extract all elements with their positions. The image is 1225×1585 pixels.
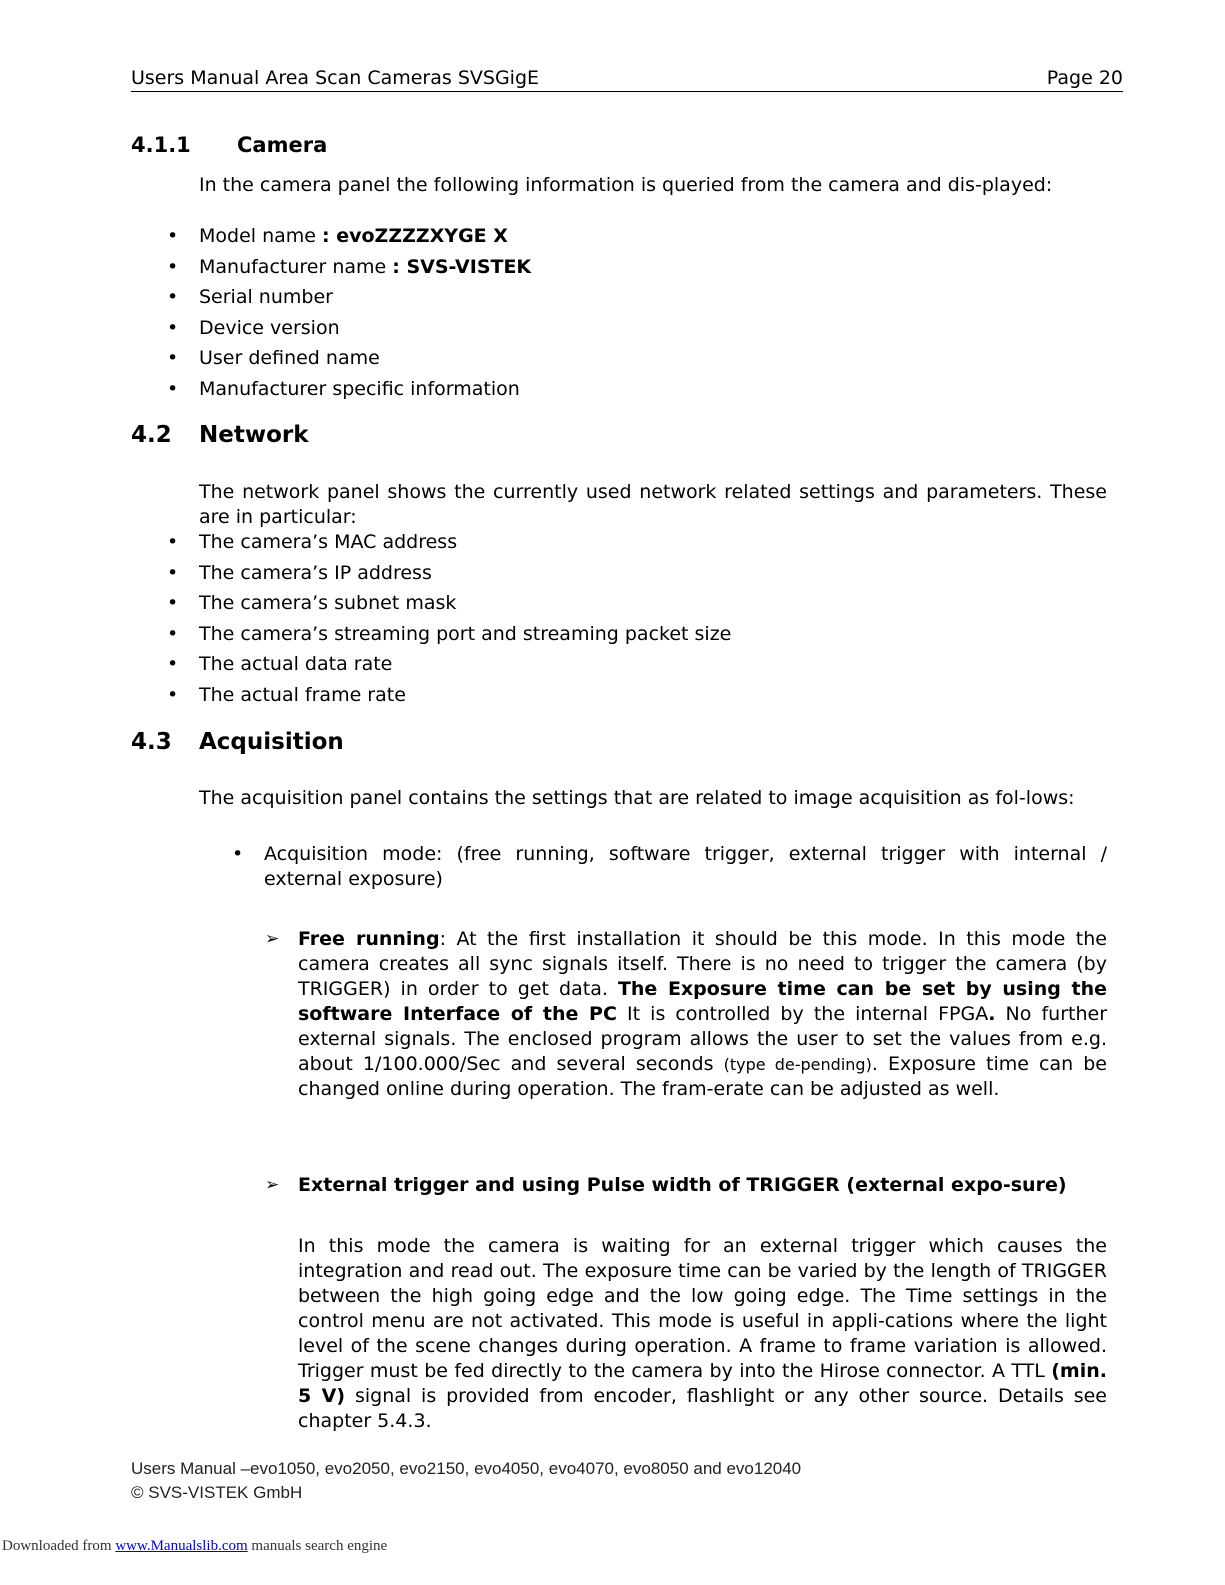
heading-number: 4.1.1	[131, 133, 191, 157]
free-running-title: Free running	[298, 928, 440, 950]
heading-number: 4.2	[131, 422, 172, 448]
arrow-bullet-icon: ➢	[265, 1175, 280, 1195]
free-running-text: Free running: At the first installation it should be this mode. In this mode the camera creates all sync signals itself. There is no need to trigger the camera (by TRIGGER) in order to get data. The Exposure time can be set by using the software Interface of the PC It is controlled by the internal FPGA. No further external signals. The enclosed program allows the user to set the values from e.g. about 1/100.000/Sec and several seconds (type de-pending). Exposure time can be changed online during operation. The fram-erate can be adjusted as well.	[298, 928, 1108, 1100]
page-header	[131, 66, 1123, 92]
heading-title: Acquisition	[199, 729, 344, 755]
external-trigger-text: In this mode the camera is waiting for an external trigger which causes the integration and read out. The exposure time can be varied by the length of TRIGGER between the high going edge and the low going edge. The Time settings in the control menu are not activated. This mode is useful in appli-cations where the light level of the scene changes during operation. A frame to frame variation is allowed. Trigger must be fed directly to the camera by into the Hirose connector. A TTL (min. 5 V) signal is provided from encoder, flashlight or any other source. Details see chapter 5.4.3.	[298, 1235, 1108, 1432]
heading-number: 4.3	[131, 729, 172, 755]
page-footer	[131, 1457, 801, 1505]
list-item: • Serial number	[167, 286, 333, 308]
list-item: • User defined name	[167, 347, 380, 369]
acquisition-intro: The acquisition panel contains the settings that are related to image acquisition as fol-lows:	[199, 787, 1075, 809]
footer-copyright: © SVS-VISTEK GmbH	[131, 1483, 303, 1502]
list-item: • Device version	[167, 316, 340, 339]
list-item: • The actual frame rate	[167, 683, 406, 706]
list-item: • The camera’s IP address	[167, 561, 432, 584]
footer-models: Users Manual –evo1050, evo2050, evo2150, evo4050, evo4070, evo8050 and evo12040	[131, 1459, 802, 1478]
list-item: • Model name : evoZZZZXYGE X	[167, 225, 508, 247]
page-number: Page 20	[1046, 67, 1123, 89]
network-intro: The network panel shows the currently used network related settings and parameters. These are in particular:	[199, 481, 1107, 528]
arrow-bullet-icon: ➢	[265, 929, 280, 949]
list-item: • Manufacturer specific information	[167, 377, 520, 400]
external-trigger-heading	[265, 1173, 1107, 1198]
list-item: • The camera’s streaming port and streaming packet size	[167, 622, 732, 645]
heading-title: Network	[199, 422, 309, 448]
external-trigger-title: External trigger and using Pulse width of TRIGGER (external expo-sure)	[298, 1174, 1067, 1196]
list-item: • The actual data rate	[167, 653, 393, 675]
manualslib-link[interactable]: www.Manualslib.com	[115, 1538, 248, 1554]
heading-title: Camera	[237, 133, 328, 157]
list-item: • The camera’s MAC address	[167, 531, 458, 553]
network-info-list	[163, 530, 731, 713]
free-running-section	[265, 927, 1107, 1102]
heading-camera	[131, 133, 327, 157]
header-title: Users Manual Area Scan Cameras SVSGigE	[131, 67, 540, 89]
heading-network	[131, 422, 309, 448]
camera-info-list	[163, 224, 531, 407]
camera-intro: In the camera panel the following information is queried from the camera and dis-played:	[199, 174, 1053, 196]
download-notice: Downloaded from www.Manualslib.com manuals search engine	[2, 1538, 388, 1554]
list-item: • The camera’s subnet mask	[167, 592, 457, 614]
heading-acquisition	[131, 729, 344, 755]
acquisition-mode-item: • Acquisition mode: (free running, software trigger, external trigger with internal / external exposure)	[232, 843, 1107, 890]
list-item: • Manufacturer name : SVS-VISTEK	[167, 255, 532, 278]
